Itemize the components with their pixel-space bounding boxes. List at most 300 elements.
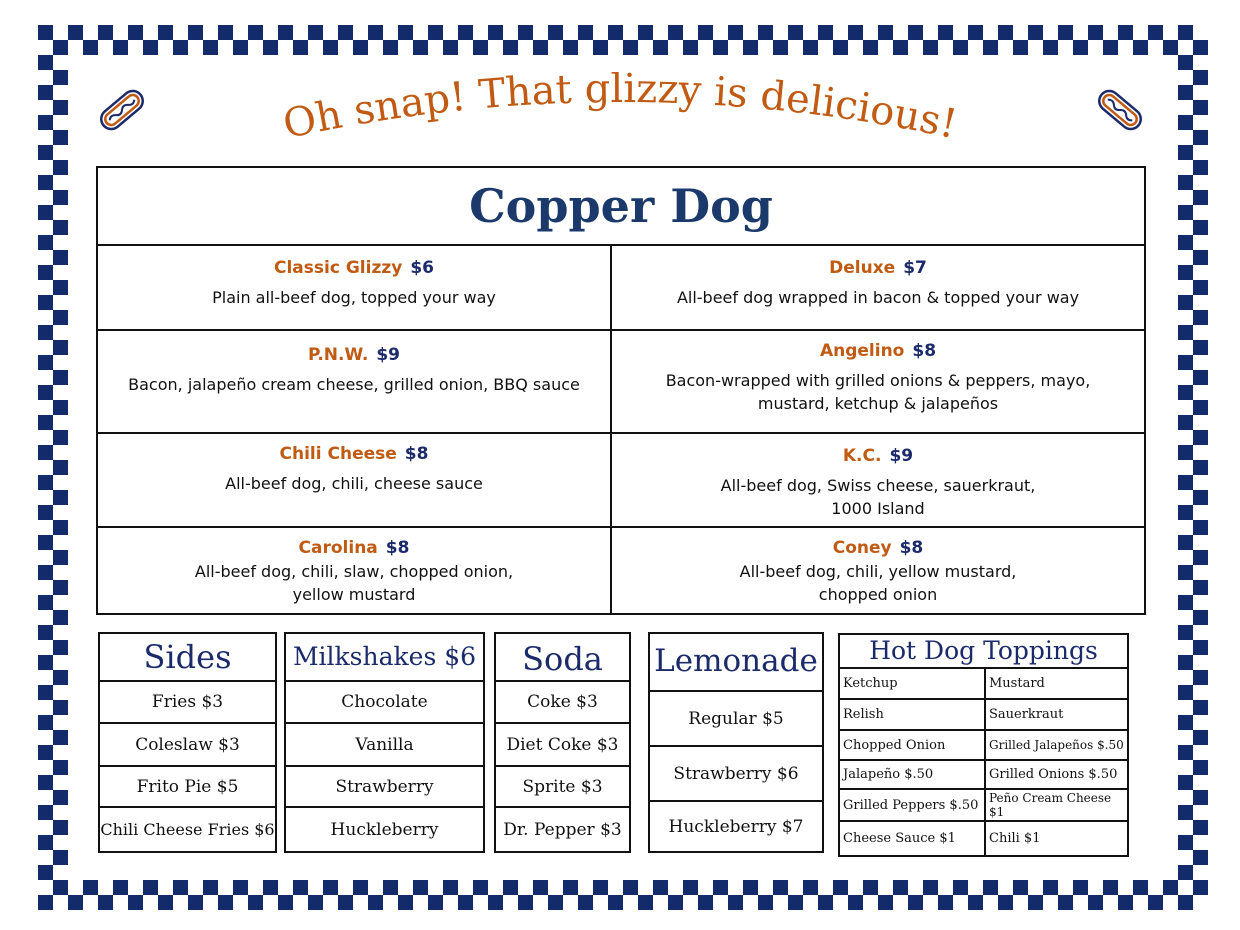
item-description: Bacon, jalapeño cream cheese, grilled onion, BBQ sauce <box>128 375 580 394</box>
checker-square <box>53 160 68 175</box>
checker-square <box>173 40 188 55</box>
checker-square <box>428 25 443 40</box>
checker-square <box>218 895 233 910</box>
topping-item: Peño Cream Cheese $1 <box>989 791 1112 819</box>
checker-square <box>1193 220 1208 235</box>
checker-square <box>353 880 368 895</box>
checker-square <box>203 880 218 895</box>
checker-square <box>53 580 68 595</box>
checker-square <box>278 25 293 40</box>
checker-square <box>413 880 428 895</box>
checker-square <box>698 895 713 910</box>
checker-square <box>53 460 68 475</box>
checker-square <box>53 370 68 385</box>
checker-square <box>1058 895 1073 910</box>
checker-square <box>293 40 308 55</box>
checker-square <box>188 895 203 910</box>
checker-square <box>1193 190 1208 205</box>
checker-square <box>998 895 1013 910</box>
checker-square <box>1178 175 1193 190</box>
item-description: All-beef dog, chili, slaw, chopped onion, yellow mustard <box>194 562 514 604</box>
checker-square <box>968 25 983 40</box>
item-description: All-beef dog wrapped in bacon & topped your way <box>676 288 1080 307</box>
checker-square <box>1178 385 1193 400</box>
item-name: Carolina <box>298 538 378 558</box>
checker-square <box>143 40 158 55</box>
topping-item: Chili $1 <box>989 831 1041 846</box>
checker-square <box>1178 25 1193 40</box>
checker-square <box>1178 85 1193 100</box>
checker-square <box>938 895 953 910</box>
checker-square <box>1193 730 1208 745</box>
checker-square <box>38 265 53 280</box>
checker-square <box>1178 55 1193 70</box>
topping-item: Mustard <box>989 676 1045 691</box>
checker-square <box>263 880 278 895</box>
checker-square <box>248 25 263 40</box>
checker-square <box>53 70 68 85</box>
list-item: Huckleberry <box>286 806 483 851</box>
checker-square <box>38 745 53 760</box>
checker-square <box>1193 400 1208 415</box>
checker-square <box>1178 475 1193 490</box>
checker-square <box>38 775 53 790</box>
list-item: Regular $5 <box>650 690 822 745</box>
menu-item <box>98 434 610 526</box>
sides-box <box>98 632 277 853</box>
checker-square <box>53 610 68 625</box>
checker-square <box>398 25 413 40</box>
checker-square <box>938 25 953 40</box>
checker-square <box>1193 250 1208 265</box>
checker-square <box>743 880 758 895</box>
checker-square <box>1028 895 1043 910</box>
checker-square <box>53 670 68 685</box>
checker-square <box>488 25 503 40</box>
checker-square <box>1193 310 1208 325</box>
checker-square <box>518 25 533 40</box>
menu-item <box>98 331 610 432</box>
brand-title: Copper Dog <box>98 168 1144 246</box>
checker-square <box>323 880 338 895</box>
item-description: All-beef dog, chili, yellow mustard, chopped onion <box>739 562 1017 604</box>
hotdog-icon <box>1090 80 1150 140</box>
checker-square <box>983 40 998 55</box>
checker-square <box>1178 205 1193 220</box>
menu-item <box>612 244 1144 329</box>
topping-item: Grilled Onions $.50 <box>989 767 1118 782</box>
checker-square <box>728 895 743 910</box>
headline-text: Oh snap! That glizzy is delicious! <box>279 72 961 149</box>
item-name: Chili Cheese <box>279 444 397 464</box>
checker-square <box>668 895 683 910</box>
checker-square <box>878 25 893 40</box>
checker-square <box>608 25 623 40</box>
checker-square <box>1088 895 1103 910</box>
checker-square <box>908 25 923 40</box>
checker-square <box>293 880 308 895</box>
menu-item <box>98 528 610 613</box>
item-price: $9 <box>376 345 400 365</box>
checker-square <box>398 895 413 910</box>
checker-square <box>1193 700 1208 715</box>
checker-square <box>53 850 68 865</box>
checker-square <box>38 25 53 40</box>
checker-square <box>908 895 923 910</box>
list-item: Dr. Pepper $3 <box>496 806 629 851</box>
list-item: Huckleberry $7 <box>650 800 822 851</box>
checker-square <box>833 40 848 55</box>
checker-square <box>593 880 608 895</box>
checker-square <box>338 895 353 910</box>
checker-square <box>473 40 488 55</box>
checker-square <box>1163 40 1178 55</box>
checker-square <box>518 895 533 910</box>
checker-square <box>263 40 278 55</box>
checker-square <box>1073 880 1088 895</box>
checker-square <box>893 40 908 55</box>
checker-square <box>653 880 668 895</box>
toppings-box <box>838 633 1129 857</box>
checker-square <box>38 625 53 640</box>
svg-text:Oh snap! That glizzy is delici <box>279 72 961 148</box>
item-price: $6 <box>410 258 434 278</box>
list-item: Strawberry $6 <box>650 745 822 800</box>
milkshakes-title: Milkshakes $6 <box>292 642 477 671</box>
checker-square <box>1178 595 1193 610</box>
checker-square <box>653 40 668 55</box>
checker-square <box>773 880 788 895</box>
checker-square <box>1193 490 1208 505</box>
checker-square <box>278 895 293 910</box>
checker-square <box>38 895 53 910</box>
checker-square <box>38 865 53 880</box>
checker-square <box>728 25 743 40</box>
checker-square <box>1013 40 1028 55</box>
checker-square <box>98 895 113 910</box>
checker-square <box>488 895 503 910</box>
checker-square <box>83 880 98 895</box>
checker-square <box>1178 565 1193 580</box>
checker-square <box>83 40 98 55</box>
list-item: Diet Coke $3 <box>496 722 629 765</box>
checker-square <box>38 55 53 70</box>
checker-square <box>623 880 638 895</box>
list-item: Chocolate <box>286 680 483 722</box>
checker-square <box>1163 880 1178 895</box>
item-price: $8 <box>385 538 410 558</box>
checker-square <box>803 40 818 55</box>
lemonade-box <box>648 632 824 853</box>
checker-square <box>158 895 173 910</box>
checker-square <box>578 25 593 40</box>
checker-square <box>878 895 893 910</box>
checker-square <box>233 880 248 895</box>
checker-square <box>53 520 68 535</box>
list-item: Sprite $3 <box>496 765 629 806</box>
checker-square <box>128 895 143 910</box>
soda-title: Soda <box>522 640 603 678</box>
checker-square <box>1193 610 1208 625</box>
checker-square <box>428 895 443 910</box>
checker-square <box>1193 370 1208 385</box>
checker-square <box>1178 805 1193 820</box>
checker-square <box>443 880 458 895</box>
checker-square <box>38 535 53 550</box>
checker-square <box>53 130 68 145</box>
checker-square <box>848 25 863 40</box>
soda-box <box>494 632 631 853</box>
checker-square <box>1193 670 1208 685</box>
checker-square <box>53 280 68 295</box>
list-item: Fries $3 <box>100 680 275 722</box>
menu-item <box>612 528 1144 613</box>
checker-square <box>848 895 863 910</box>
menu-table <box>96 166 1146 615</box>
checker-square <box>773 40 788 55</box>
checker-square <box>143 880 158 895</box>
checker-square <box>38 415 53 430</box>
list-item: Coleslaw $3 <box>100 722 275 765</box>
checker-square <box>1043 40 1058 55</box>
checker-square <box>863 40 878 55</box>
checker-square <box>323 40 338 55</box>
checker-square <box>1193 280 1208 295</box>
checker-square <box>1178 355 1193 370</box>
checker-square <box>1178 295 1193 310</box>
sides-title: Sides <box>143 638 232 676</box>
checker-square <box>38 565 53 580</box>
checker-square <box>1178 865 1193 880</box>
topping-item: Chopped Onion <box>843 737 946 753</box>
checker-square <box>1028 25 1043 40</box>
checker-square <box>38 175 53 190</box>
checker-square <box>38 445 53 460</box>
checker-square <box>53 400 68 415</box>
item-description: All-beef dog, chili, cheese sauce <box>225 474 483 493</box>
checker-square <box>38 595 53 610</box>
checker-square <box>503 880 518 895</box>
checker-square <box>953 40 968 55</box>
checker-square <box>338 25 353 40</box>
list-item: Chili Cheese Fries $6 <box>100 806 275 851</box>
checker-square <box>1043 880 1058 895</box>
item-name: K.C. <box>842 446 882 466</box>
checker-square <box>53 190 68 205</box>
checker-square <box>1178 745 1193 760</box>
hotdog-icon <box>92 80 152 140</box>
checker-square <box>713 880 728 895</box>
checker-square <box>1103 40 1118 55</box>
checker-square <box>1193 550 1208 565</box>
item-name: P.N.W. <box>308 345 369 365</box>
checker-square <box>53 760 68 775</box>
checker-square <box>503 40 518 55</box>
checker-square <box>1178 415 1193 430</box>
checker-square <box>758 895 773 910</box>
checker-square <box>38 85 53 100</box>
checker-square <box>53 880 68 895</box>
checker-square <box>1193 130 1208 145</box>
checker-square <box>1118 895 1133 910</box>
checker-square <box>1013 880 1028 895</box>
checker-square <box>743 40 758 55</box>
checker-square <box>818 25 833 40</box>
checker-square <box>818 895 833 910</box>
checker-square <box>443 40 458 55</box>
topping-item: Grilled Peppers $.50 <box>843 797 979 813</box>
checker-square <box>1193 820 1208 835</box>
checker-square <box>458 25 473 40</box>
checker-square <box>38 205 53 220</box>
topping-item: Ketchup <box>843 676 898 691</box>
checker-square <box>473 880 488 895</box>
checker-square <box>53 220 68 235</box>
checker-square <box>1193 880 1208 895</box>
checker-square <box>38 805 53 820</box>
checker-square <box>1103 880 1118 895</box>
checker-square <box>1178 445 1193 460</box>
checker-square <box>788 895 803 910</box>
checker-square <box>608 895 623 910</box>
checker-square <box>1178 835 1193 850</box>
topping-item: Relish <box>843 707 884 722</box>
checker-square <box>1193 760 1208 775</box>
lemonade-title: Lemonade <box>654 643 818 679</box>
checker-square <box>1178 655 1193 670</box>
menu-item <box>612 331 1144 432</box>
checker-square <box>38 145 53 160</box>
checker-square <box>53 550 68 565</box>
checker-square <box>38 655 53 670</box>
checker-square <box>1193 520 1208 535</box>
checker-square <box>113 40 128 55</box>
topping-item: Cheese Sauce $1 <box>843 831 956 846</box>
checker-square <box>38 295 53 310</box>
checker-square <box>968 895 983 910</box>
list-item: Coke $3 <box>496 680 629 722</box>
checker-square <box>173 880 188 895</box>
checker-square <box>413 40 428 55</box>
checker-square <box>353 40 368 55</box>
checker-square <box>383 880 398 895</box>
item-name: Coney <box>832 538 892 558</box>
checker-square <box>38 355 53 370</box>
checker-square <box>1193 640 1208 655</box>
checker-square <box>53 820 68 835</box>
checker-square <box>38 325 53 340</box>
checker-square <box>923 40 938 55</box>
checker-square <box>368 895 383 910</box>
checker-square <box>548 25 563 40</box>
checker-square <box>548 895 563 910</box>
checker-square <box>1193 160 1208 175</box>
checker-square <box>53 100 68 115</box>
checker-square <box>1193 340 1208 355</box>
checker-square <box>563 880 578 895</box>
checker-square <box>983 880 998 895</box>
checker-square <box>38 505 53 520</box>
checker-square <box>623 40 638 55</box>
checker-square <box>203 40 218 55</box>
checker-square <box>638 895 653 910</box>
checker-square <box>803 880 818 895</box>
checker-square <box>1178 625 1193 640</box>
menu-item <box>612 434 1144 526</box>
checker-square <box>1178 505 1193 520</box>
item-price: $8 <box>404 444 429 464</box>
item-price: $8 <box>912 341 937 361</box>
checker-square <box>1178 775 1193 790</box>
list-item: Vanilla <box>286 722 483 765</box>
checker-square <box>533 880 548 895</box>
checker-square <box>368 25 383 40</box>
checker-square <box>38 115 53 130</box>
checker-square <box>1088 25 1103 40</box>
checker-square <box>833 880 848 895</box>
item-description: All-beef dog, Swiss cheese, sauerkraut, 1000 Island <box>720 476 1036 518</box>
item-description: Bacon-wrapped with grilled onions & peppers, mayo, mustard, ketchup & jalapeños <box>665 371 1091 413</box>
item-description: Plain all-beef dog, topped your way <box>212 288 496 307</box>
checker-square <box>68 895 83 910</box>
list-item: Frito Pie $5 <box>100 765 275 806</box>
checker-square <box>1133 880 1148 895</box>
checker-square <box>248 895 263 910</box>
topping-item: Grilled Jalapeños $.50 <box>989 738 1124 752</box>
item-name: Deluxe <box>829 258 896 278</box>
checker-square <box>683 880 698 895</box>
milkshakes-box <box>284 632 485 853</box>
checker-square <box>788 25 803 40</box>
checker-square <box>563 40 578 55</box>
checker-square <box>713 40 728 55</box>
checker-square <box>1193 70 1208 85</box>
checker-square <box>1193 460 1208 475</box>
checker-square <box>1193 580 1208 595</box>
checker-square <box>218 25 233 40</box>
topping-item: Jalapeño $.50 <box>843 767 934 782</box>
checker-square <box>38 685 53 700</box>
checker-square <box>38 715 53 730</box>
checker-square <box>578 895 593 910</box>
checker-square <box>1178 235 1193 250</box>
item-name: Angelino <box>819 341 905 361</box>
checker-square <box>53 730 68 745</box>
checker-square <box>1148 895 1163 910</box>
checker-square <box>953 880 968 895</box>
menu-item <box>98 244 610 329</box>
checker-square <box>308 25 323 40</box>
checker-square <box>53 490 68 505</box>
checker-square <box>53 430 68 445</box>
checker-square <box>53 700 68 715</box>
checker-square <box>1178 265 1193 280</box>
checker-square <box>113 880 128 895</box>
checker-square <box>68 25 83 40</box>
item-name: Classic Glizzy <box>274 258 403 278</box>
checker-square <box>98 25 113 40</box>
checker-square <box>1073 40 1088 55</box>
checker-square <box>863 880 878 895</box>
checker-square <box>38 235 53 250</box>
checker-square <box>1148 25 1163 40</box>
checker-square <box>53 40 68 55</box>
checker-square <box>38 475 53 490</box>
checker-square <box>53 310 68 325</box>
checker-square <box>308 895 323 910</box>
headline <box>230 72 1010 152</box>
checker-square <box>1178 685 1193 700</box>
